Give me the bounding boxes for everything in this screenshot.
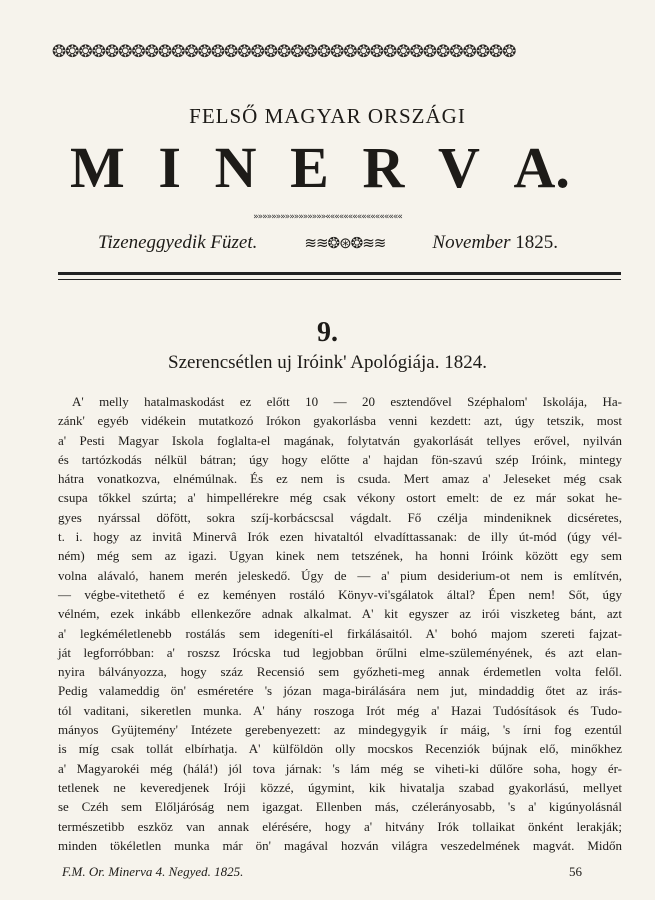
issue-label: Tizeneggyedik Füzet.	[98, 232, 258, 253]
article-title: Szerencsétlen uj Iróink' Apológiája. 1824.	[168, 352, 487, 373]
body-line: csupa tőkkel szúrta; a' himpellérekre még csak vékony ostort emelt: de ez már sokat he-	[58, 490, 622, 506]
top-ornament-border: ❂❂❂❂❂❂❂❂❂❂❂❂❂❂❂❂❂❂❂❂❂❂❂❂❂❂❂❂❂❂❂❂❂❂❂	[52, 42, 516, 62]
masthead-letter: I	[158, 135, 181, 200]
masthead-letter: A.	[513, 135, 570, 200]
page-footer	[62, 864, 582, 880]
masthead-letter: V	[438, 135, 480, 200]
header-rule-thin	[58, 279, 621, 280]
issue-ornament: ≋≋❂⊛❂≋≋	[304, 236, 386, 252]
body-line: a' Pesti Magyar Iskola foglalta-el magának, folytatván gyakorlását tellyes erővel, nyilván	[58, 432, 622, 448]
body-line: A' melly hatalmaskodást ez előtt 10 — 20 esztendővel Széphalom' Iskolája, Ha-	[72, 394, 622, 409]
body-line: gyes nyárssal döfött, sokra szíj-korbácscsal vágdalt. Fő czélja mindeniknek dicséretes,	[58, 509, 622, 525]
body-line: — végbe-vitethető é ez keményen rostáló Könyv-vi'sgálatok által? Épen nem! Sőt, úgy	[58, 586, 622, 602]
masthead-letter: R	[362, 135, 405, 200]
body-line: is míg csak tollát elbírhatja. A' külföldön olly mocskos Recenziók bújnak elő, minőkhez	[58, 741, 622, 757]
body-line: ját legforróbban: a' roszsz Irócska tud legjobban örűlni elme-szüleményének, és azt elan-	[58, 644, 622, 660]
issue-line	[98, 232, 558, 254]
article-body	[58, 392, 622, 855]
header-rule-thick	[58, 272, 621, 275]
body-line: t. i. hogy az invitâ Minervâ Irók ezen hivataltól elvadíttassanak: de illy út-mód (úgy vél-	[58, 529, 622, 545]
body-line: zánk' egyéb vidékein mutatkozó Irókon gyakorlásba venni kezdett: azt, úgy tetszik, most	[58, 413, 622, 429]
body-line: hátra vonatkozva, elnémúlnak. És ez nem is csuda. Mert amaz a' Jeleseket még csak	[58, 471, 622, 487]
article-number: 9.	[317, 317, 338, 348]
body-line: minden tökéletlen munka már ön' magával hozván világra veszedelmének magvát. Midőn	[58, 837, 622, 853]
body-line: a' legkéméletlenebb rostálás sem idegeníti-el firkálásaitól. A' bohó majom szereti fajzat-	[58, 625, 622, 641]
issue-date	[432, 232, 558, 254]
masthead-letter: E	[290, 135, 329, 200]
body-line: volna alávaló, hanem merén jeleskedő. Úgy de — a' pium desiderium-ot nem is említvén,	[58, 567, 622, 583]
page-number: 56	[569, 864, 582, 879]
body-line: és tartózkodás nélkül bátran; úgy hogy előtte a' hajdan fön-szavú szép Iróink, mintegy	[58, 451, 622, 467]
masthead-letter: M	[70, 135, 125, 200]
footer-signature: F.M. Or. Minerva 4. Negyed. 1825.	[62, 864, 244, 879]
body-line: nyira bálványozza, hogy száz Recensió sem győzheti-meg annak érdemetlen volta felől.	[58, 664, 622, 680]
body-line: mányos Gyüjtemény' Intézete gerebenyezett: az mindegygyik ír máig, 's írni fog ezentúl	[58, 722, 622, 738]
body-line: természetibb eszköz van annak elérésére, hogy a' hitvány Irók tollaikat önként lerakják;	[58, 818, 622, 834]
body-line: vélném, ezek inkább ellenkezőre adnak alkalmat. A' kit egyszer az irói viszketeg bánt, azt	[58, 606, 622, 622]
masthead-subtitle: FELSŐ MAGYAR ORSZÁGI	[189, 104, 466, 128]
issue-year: 1825.	[515, 232, 558, 253]
divider-ornament: »»»»»»»»»»»»»»»»«««««««««««««««««	[253, 212, 402, 222]
body-line: se Czéh sem Előljáróság nem igazgat. Ellenben más, czélerányosabb, 's a' kigúnyolásnál	[58, 799, 622, 815]
masthead-title	[70, 134, 570, 201]
body-line: tetlenek ne keveredjenek Iróji közzé, úgymint, kik hivatalja szabad gyakorlású, mellyet	[58, 779, 622, 795]
body-line: Pedig valameddig ön' esméretére 's józan maga-birálására nem jut, mindaddig őtet az irás-	[58, 683, 622, 699]
body-line: tól vaditani, sikeretlen munka. A' hány roszoga Irót még a' Hazai Tudósítások és Tudo-	[58, 702, 622, 718]
body-line: ném) még sem az igazi. Ugyan kinek nem tetszének, ha honni Iróink között egy sem	[58, 548, 622, 564]
masthead-letter: N	[214, 135, 257, 200]
body-line: a' Magyarokéi még (hálá!) jól tova járnak: 's lám még se viheti-ki dűlőre soha, hogy ér-	[58, 760, 622, 776]
issue-month: November	[432, 232, 511, 253]
